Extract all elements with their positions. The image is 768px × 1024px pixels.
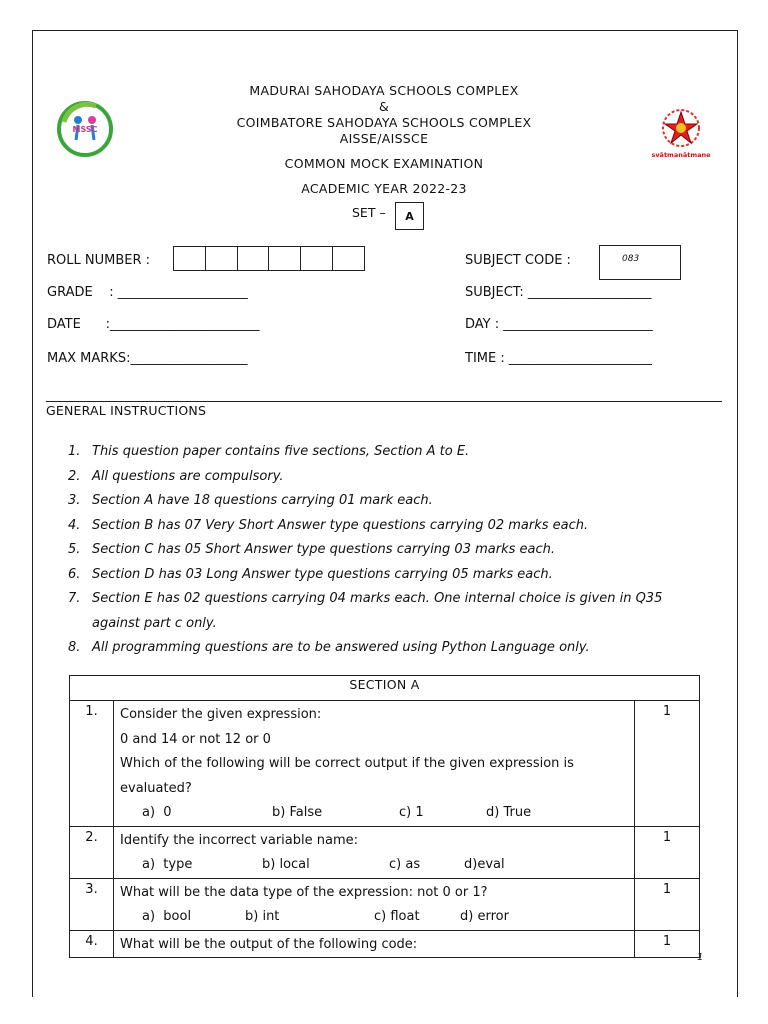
- table-row: 4. What will be the output of the following code: 1: [70, 930, 700, 958]
- instruction-item: 4. Section B has 07 Very Short Answer type questions carrying 02 marks each.: [68, 517, 589, 533]
- header-line4: AISSE/AISSCE: [339, 131, 429, 146]
- subject-code-box: [599, 245, 681, 280]
- instruction-item: 1. This question paper contains five sections, Section A to E.: [68, 444, 470, 459]
- section-a-table: [69, 675, 700, 958]
- section-title: SECTION A: [70, 676, 700, 701]
- general-instructions-title: GENERAL INSTRUCTIONS: [46, 403, 207, 418]
- table-row: 2. Identify the incorrect variable name: a) type b) local c) as d)eval 1: [70, 826, 700, 878]
- instruction-item: 2. All questions are compulsory.: [68, 468, 284, 484]
- table-row: 1. Consider the given expression: 0 and 14 or not 12 or 0 Which of the following will be correct output if the given expression is evaluated? a) 0 b) False c) 1 d) True 1: [70, 701, 700, 827]
- grade-field[interactable]: GRADE : ____________________: [47, 285, 248, 300]
- time-field[interactable]: TIME : ______________________: [465, 351, 652, 366]
- logo-left-text: MSSC: [72, 125, 98, 134]
- header-ampersand: &: [378, 99, 390, 114]
- academic-year: ACADEMIC YEAR 2022-23: [301, 181, 467, 196]
- instruction-item: 3. Section A have 18 questions carrying 01 mark each.: [68, 493, 433, 508]
- instruction-item: 5. Section C has 05 Short Answer type questions carrying 03 marks each.: [68, 542, 555, 557]
- instruction-item: 8. All programming questions are to be answered using Python Language only.: [68, 640, 590, 655]
- max-marks-field[interactable]: MAX MARKS:__________________: [47, 351, 248, 366]
- set-label: SET –: [352, 205, 386, 220]
- instructions-list: [68, 440, 728, 661]
- header-line1: MADURAI SAHODAYA SCHOOLS COMPLEX: [249, 83, 519, 98]
- logo-right-text: svātmanātmane: [651, 151, 711, 159]
- set-box: [395, 202, 424, 230]
- exam-title: COMMON MOCK EXAMINATION: [284, 156, 484, 171]
- page-number: 1: [697, 952, 704, 963]
- subject-code-label: SUBJECT CODE :: [465, 253, 571, 268]
- instruction-item: 6. Section D has 03 Long Answer type questions carrying 05 marks each.: [68, 566, 553, 582]
- subject-field[interactable]: SUBJECT: ___________________: [465, 285, 652, 300]
- subject-code-value: 083: [622, 254, 640, 264]
- roll-number-boxes[interactable]: [173, 246, 365, 271]
- set-value: A: [405, 209, 414, 223]
- header-line3: COIMBATORE SAHODAYA SCHOOLS COMPLEX: [236, 115, 532, 130]
- instruction-item: 7. Section E has 02 questions carrying 04 marks each. One internal choice is given in Q35 against part c only.: [68, 591, 663, 631]
- date-field[interactable]: DATE :_______________________: [47, 317, 260, 332]
- roll-number-label: ROLL NUMBER :: [47, 253, 151, 268]
- table-row: 3. What will be the data type of the expression: not 0 or 1? a) bool b) int c) float d) error 1: [70, 878, 700, 930]
- divider: [46, 401, 722, 402]
- day-field[interactable]: DAY : _______________________: [465, 317, 653, 332]
